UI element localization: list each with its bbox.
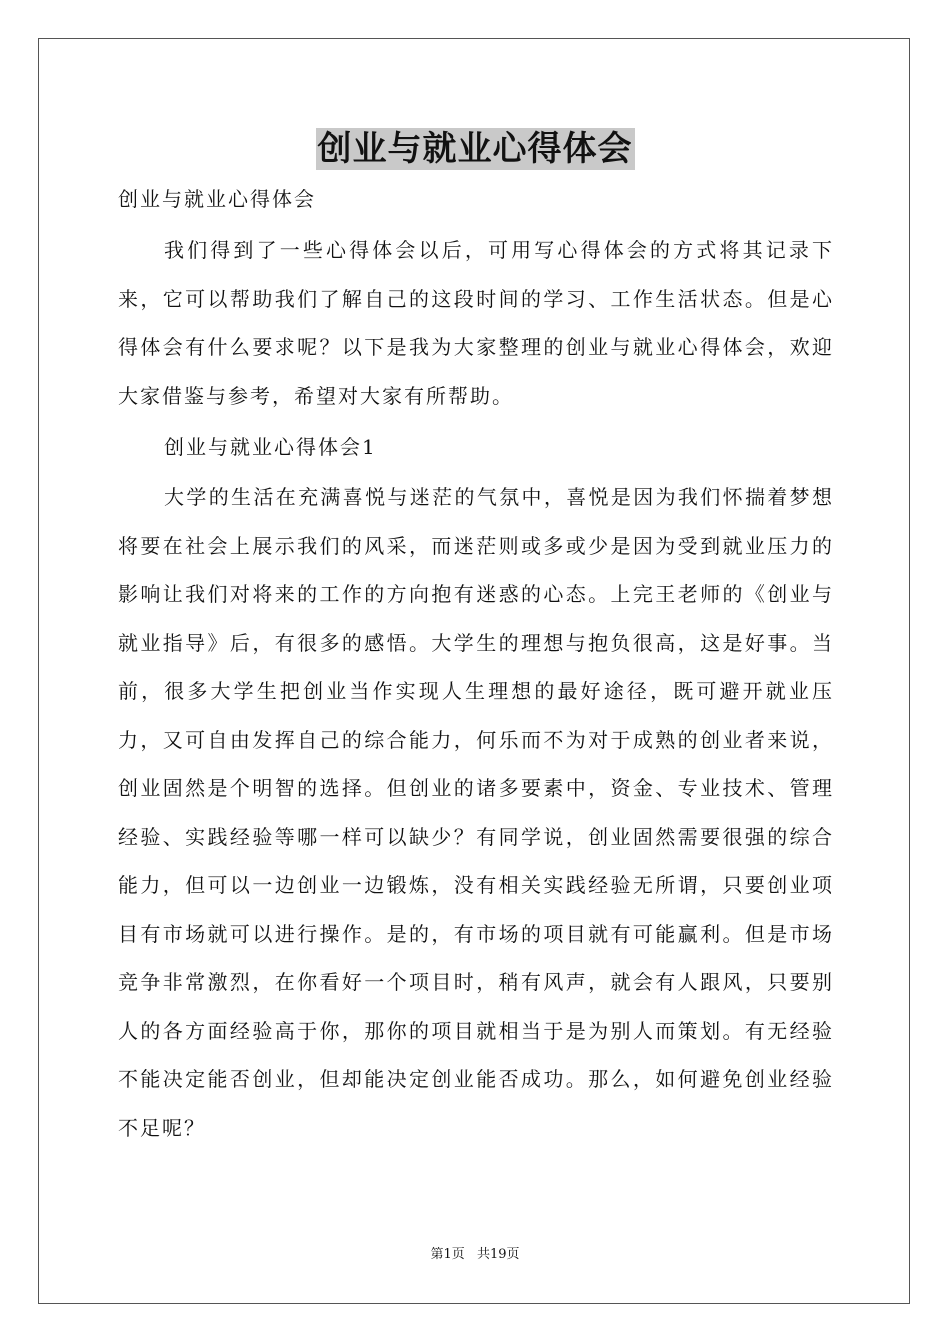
page-number: 第1页 [430,1247,465,1262]
title-container [0,128,950,170]
section-heading: 创业与就业心得体会1 [164,435,377,459]
intro-paragraph: 我们得到了一些心得体会以后，可用写心得体会的方式将其记录下来，它可以帮助我们了解自己的这段时间的学习、工作生活状态。但是心得体会有什么要求呢？以下是我为大家整理的创业与就业心得体会，欢迎大家借鉴与参考，希望对大家有所帮助。 [118,238,834,408]
page-footer [0,1246,950,1264]
document-subtitle: 创业与就业心得体会 [118,187,316,211]
page-total: 共19页 [476,1247,520,1262]
document-title: 创业与就业心得体会 [317,129,633,169]
body-paragraph: 大学的生活在充满喜悦与迷茫的气氛中，喜悦是因为我们怀揣着梦想将要在社会上展示我们的风采，而迷茫则或多或少是因为受到就业压力的影响让我们对将来的工作的方向抱有迷惑的心态。上完王老师的《创业与就业指导》后，有很多的感悟。大学生的理想与抱负很高，这是好事。当前，很多大学生把创业当作实现人生理想的最好途径，既可避开就业压力，又可自由发挥自己的综合能力，何乐而不为对于成熟的创业者来说，创业固然是个明智的选择。但创业的诸多要素中，资金、专业技术、管理经验、实践经验等哪一样可以缺少？有同学说，创业固然需要很强的综合能力，但可以一边创业一边锻炼，没有相关实践经验无所谓，只要创业项目有市场就可以进行操作。是的，有市场的项目就有可能赢利。但是市场竞争非常激烈，在你看好一个项目时，稍有风声，就会有人跟风，只要别人的各方面经验高于你，那你的项目就相当于是为别人而策划。有无经验不能决定能否创业，但却能决定创业能否成功。那么，如何避免创业经验不足呢？ [118,485,834,1140]
